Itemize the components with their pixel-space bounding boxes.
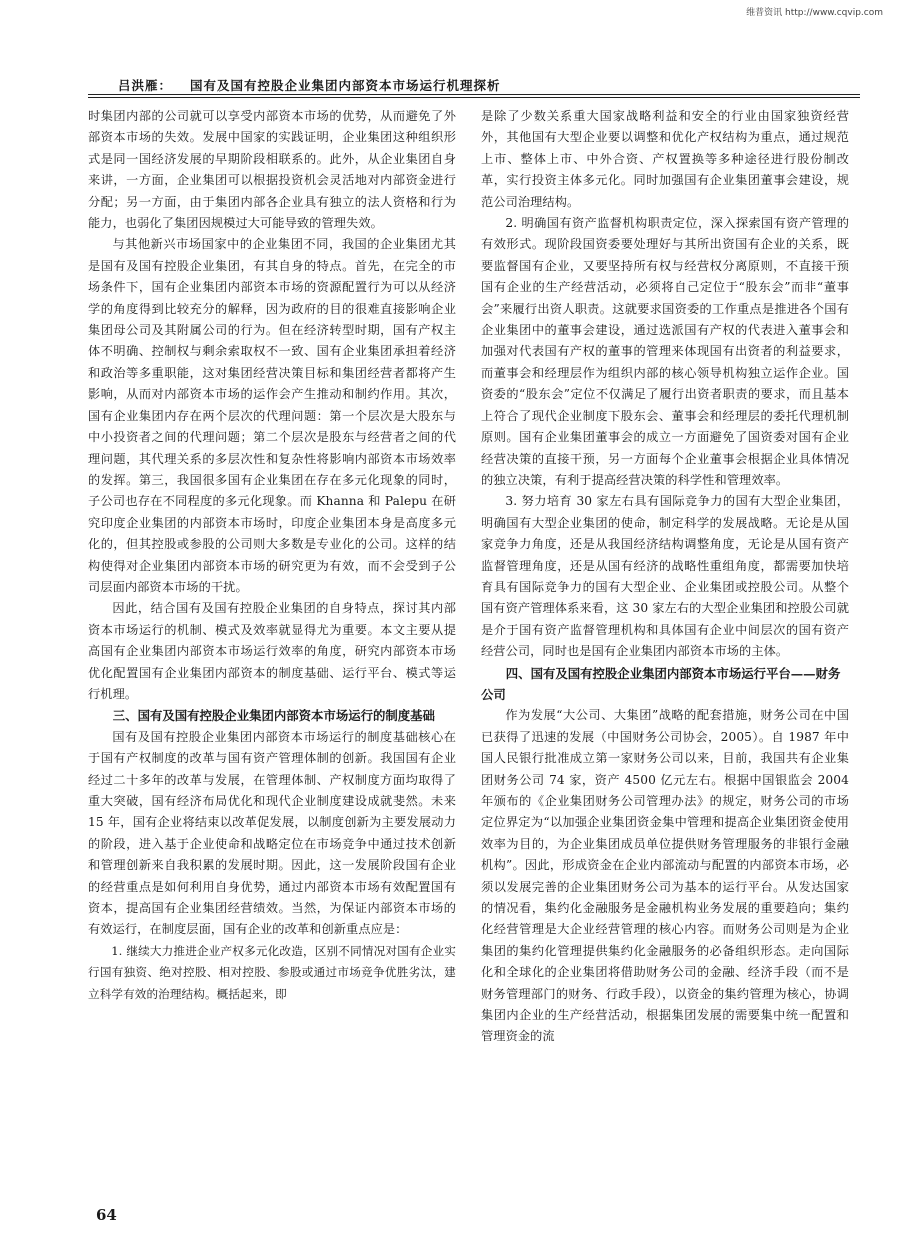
running-header (118, 76, 501, 94)
section-heading: 三、国有及国有控股企业集团内部资本市场运行的制度基础 (112, 708, 435, 724)
paragraph: 2. 明确国有资产监督机构职责定位，深入探索国有资产管理的有效形式。现阶段国资委要处理好与其所出资国有企业的关系，既要监督国有企业，又要坚持所有权与经营权分离原则，不直接干预国有企业的生产经营活动，必须将自己定位于“股东会”而非“董事会”来履行出资人职责。这就要求国资委的工作重点是推进各个国有企业集团中的董事会建设，通过选派国有产权的代表进入董事会和加强对代表国有产权的董事的管理来体现国有出资者的利益要求，而董事会和经理层作为组织内部的核心领导机构独立运作企业。国资委的“股东会”定位不仅满足了履行出资者职责的要求，而且基本上符合了现代企业制度下股东会、董事会和经理层的委托代理机制原则。国有企业集团董事会的成立一方面避免了国资委对国有企业经营决策的直接干预，另一方面每个企业董事会根据企业具体情况的独立决策，有利于提高经营决策的科学性和管理效率。 (481, 216, 849, 487)
section-heading: 四、国有及国有控股企业集团内部资本市场运行平台——财务公司 (481, 665, 841, 702)
paragraph: 因此，结合国有及国有控股企业集团的自身特点，探讨其内部资本市场运行的机制、模式及效率就显得尤为重要。本文主要从提高国有企业集团内部资本市场运行效率的角度，研究内部资本市场优化配置国有企业集团内部资本的制度基础、运行平台、模式等运行机理。 (88, 601, 456, 701)
right-column (481, 106, 849, 1048)
paragraph: 与其他新兴市场国家中的企业集团不同，我国的企业集团尤其是国有及国有控股企业集团，有其自身的特点。首先，在完全的市场条件下，国有企业集团内部资本市场的资源配置行为可以从经济学的角度得到比较充分的解释，因为政府的目的很难直接影响企业集团母公司及其附属公司的行为。但在经济转型时期，国有产权主体不明确、控制权与剩余索取权不一致、国有企业集团承担着经济和政治等多重职能，这对集团经营决策目标和集团经营者都将产生影响，从而对内部资本市场的运作会产生推动和制约作用。其次，国有企业集团内存在两个层次的代理问题：第一个层次是大股东与中小投资者之间的代理问题；第二个层次是股东与经营者之间的代理问题，其代理关系的多层次性和复杂性将影响内部资本市场效率的发挥。第三，我国很多国有企业集团在存在多元化现象的同时，子公司也存在不同程度的多元化现象。而 Khanna 和 Palepu 在研究印度企业集团的内部资本市场时，印度企业集团本身是高度多元化的，但其控股或参股的公司则大多数是专业化的公司。这样的结构使得对企业集团内部资本市场的研究更为有效，而不会受到子公司层面内部资本市场的干扰。 (88, 237, 456, 594)
watermark: 维普资讯 http://www.cqvip.com (746, 8, 883, 18)
header-rule-bottom (88, 97, 860, 98)
header-rule-top (88, 94, 860, 95)
header-author: 吕洪雁： (118, 78, 173, 93)
paragraph: 是除了少数关系重大国家战略利益和安全的行业由国家独资经营外，其他国有大型企业要以调整和优化产权结构为重点，通过规范上市、整体上市、中外合资、产权置换等多种途径进行股份制改革，实行投资主体多元化。同时加强国有企业集团董事会建设，规范公司治理结构。 (481, 109, 849, 209)
paragraph: 作为发展“大公司、大集团”战略的配套措施，财务公司在中国已获得了迅速的发展（中国财务公司协会，2005）。自 1987 年中国人民银行批准成立第一家财务公司以来，目前，我国共有企业集团财务公司 74 家，资产 4500 亿元左右。根据中国银监会 2004 年颁布的《企业集团财务公司管理办法》的规定，财务公司的市场定位界定为“以加强企业集团资金集中管理和提高企业集团资金使用效率为目的，为企业集团成员单位提供财务管理服务的非银行金融机构”。因此，形成资金在企业内部流动与配置的内部资本市场，必须以发展完善的企业集团财务公司为基本的运行平台。从发达国家的情况看，集约化金融服务是金融机构业务发展的重要趋向；集约化经营管理是大企业经营管理的核心内容。而财务公司则是为企业集团的集约化管理提供集约化金融服务的必备组织形态。走向国际化和全球化的企业集团将借助财务公司的金融、经济手段（而不是财务管理部门的财务、行政手段），以资金的集约管理为核心，协调集团内企业的生产经营活动，根据集团发展的需要集中统一配置和管理资金的流 (481, 708, 849, 1044)
paragraph: 国有及国有控股企业集团内部资本市场运行的制度基础核心在于国有产权制度的改革与国有资产管理体制的创新。我国国有企业经过二十多年的改革与发展，在管理体制、产权制度方面均取得了重大突破，国有经济布局优化和现代企业制度建设成就斐然。未来 15 年，国有企业将结束以改革促发展，以制度创新为主要发展动力的阶段，进入基于企业使命和战略定位在市场竞争中通过技术创新和管理创新来自我积累的发展时期。因此，这一发展阶段国有企业的经营重点是如何利用自身优势，通过内部资本市场有效配置国有资本，提高国有企业集团经营绩效。当然，为保证内部资本市场的有效运行，在制度层面，国有企业的改革和创新重点应是： (88, 729, 456, 937)
paragraph: 3. 努力培育 30 家左右具有国际竞争力的国有大型企业集团，明确国有大型企业集团的使命，制定科学的发展战略。无论是从国家竞争力角度，还是从我国经济结构调整角度，无论是从国有资产监督管理角度，还是从国有经济的战略性重组角度，都需要加快培育具有国际竞争力的国有大型企业、企业集团或控股公司。从整个国有资产管理体系来看，这 30 家左右的大型企业集团和控股公司就是介于国有资产监督管理机构和具体国有企业中间层次的国有资产经营公司，同时也是国有企业集团内部资本市场的主体。 (481, 494, 849, 659)
paragraph: 1. 继续大力推进企业产权多元化改造，区别不同情况对国有企业实行国有独资、绝对控股、相对控股、参股或通过市场竞争优胜劣汰，建立科学有效的治理结构。概括起来，即 (88, 943, 456, 1001)
paragraph: 时集团内部的公司就可以享受内部资本市场的优势，从而避免了外部资本市场的失效。发展中国家的实践证明，企业集团这种组织形式是同一国经济发展的早期阶段相联系的。此外，从企业集团自身来讲，一方面，企业集团可以根据投资机会灵活地对内部资金进行分配；另一方面，由于集团内部各企业具有独立的法人资格和行为能力，也弱化了集团因规模过大可能导致的管理失效。 (88, 109, 456, 231)
header-title: 国有及国有控股企业集团内部资本市场运行机理探析 (190, 78, 501, 93)
page-number: 64 (96, 1206, 117, 1224)
left-column (88, 106, 456, 1005)
